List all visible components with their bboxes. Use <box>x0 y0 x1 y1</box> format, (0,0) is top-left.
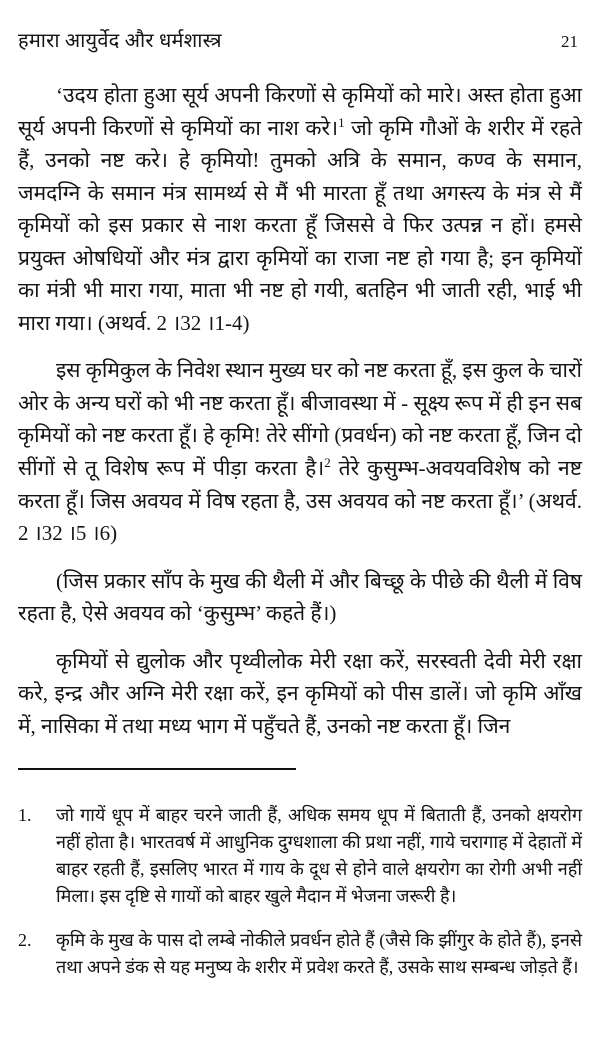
footnotes-section <box>18 802 582 981</box>
paragraph-1-text: ‘उदय होता हुआ सूर्य अपनी किरणों से कृमियों को मारे। अस्त होता हुआ सूर्य अपनी किरणों से कृमियों का नाश करे। <box>18 83 582 140</box>
footnote-ref-1: 1 <box>338 114 345 130</box>
paragraph-1 <box>18 79 582 339</box>
page-header <box>18 26 582 53</box>
footnote-2 <box>18 927 582 981</box>
running-head-title: हमारा आयुर्वेद और धर्मशास्त्र <box>18 30 222 52</box>
paragraph-4 <box>18 645 582 743</box>
paragraph-2 <box>18 354 582 549</box>
footnote-1-number: 1. <box>18 805 32 826</box>
paragraph-3 <box>18 565 582 630</box>
footnote-separator <box>18 768 296 770</box>
page-number: 21 <box>561 32 578 51</box>
main-text <box>18 79 582 742</box>
paragraph-4-text: कृमियों से द्युलोक और पृथ्वीलोक मेरी रक्षा करें, सरस्वती देवी मेरी रक्षा करे, इन्द्र और अग्नि मेरी रक्षा करें, इन कृमियों को पीस डालें। जो कृमि आँख में, नासिका में तथा मध्य भाग में पहुँचते हैं, उनको नष्ट करता हूँ। जिन <box>18 648 582 738</box>
footnote-2-number: 2. <box>18 930 32 951</box>
footnote-ref-2: 2 <box>324 455 331 471</box>
paragraph-3-text: (जिस प्रकार साँप के मुख की थैली में और बिच्छू के पीछे की थैली में विष रहता है, ऐसे अवयव को ‘कुसुम्भ’ कहते हैं।) <box>18 568 582 626</box>
paragraph-2-text-cont: तेरे कुसुम्भ-अवयवविशेष को नष्ट करता हूँ। जिस अवयव में विष रहता है, उस अवयव को नष्ट करता हूँ।’ (अथर्व. 2 ।32 ।5 ।6) <box>18 456 582 546</box>
paragraph-1-text-cont: जो कृमि गौओं के शरीर में रहते हैं, उनको नष्ट करे। हे कृमियो! तुमको अत्रि के समान, कण्व के समान, जमदग्नि के समान मंत्र सामर्थ्य से मैं भी मारता हूँ तथा अगस्त्य के मंत्र से मैं कृमियों को इस प्रकार से नाश करता हूँ जिससे वे फिर उत्पन्न न हों। हमसे प्रयुक्त ओषधियों और मंत्र द्वारा कृमियों का राजा नष्ट हो गया है; इन कृमियों का मंत्री भी मारा गया, माता भी नष्ट हो गयी, बतहिन भी जाती रही, भाई भी मारा गया। (अथर्व. 2 ।32 ।1-4) <box>18 115 582 335</box>
footnote-1 <box>18 802 582 910</box>
footnote-2-text: कृमि के मुख के पास दो लम्बे नोकीले प्रवर्धन होते हैं (जैसे कि झींगुर के होते हैं), इनसे तथा अपने डंक से यह मनुष्य के शरीर में प्रवेश करते हैं, उसके साथ सम्बन्ध जोड़ते हैं। <box>56 930 582 978</box>
footnote-1-text: जो गायें धूप में बाहर चरने जाती हैं, अधिक समय धूप में बिताती हैं, उनको क्षयरोग नहीं होता है। भारतवर्ष में आधुनिक दुग्धशाला की प्रथा नहीं, गाये चरागाह में देहातों में बाहर रहती हैं, इसलिए भारत में गाय के दूध से होने वाले क्षयरोग का रोगी अभी नहीं मिला। इस दृष्टि से गायों को बाहर खुले मैदान में भेजना जरूरी है। <box>56 805 582 907</box>
paragraph-2-text: इस कृमिकुल के निवेश स्थान मुख्य घर को नष्ट करता हूँ, इस कुल के चारों ओर के अन्य घरों को भी नष्ट करता हूँ। बीजावस्था में - सूक्ष्य रूप में ही इन सब कृमियों को नष्ट करता हूँ। हे कृमि! तेरे सींगो (प्रवर्धन) को नष्ट करता हूँ, जिन दो सींगों से तू विशेष रूप में पीड़ा करता है। <box>18 358 582 481</box>
